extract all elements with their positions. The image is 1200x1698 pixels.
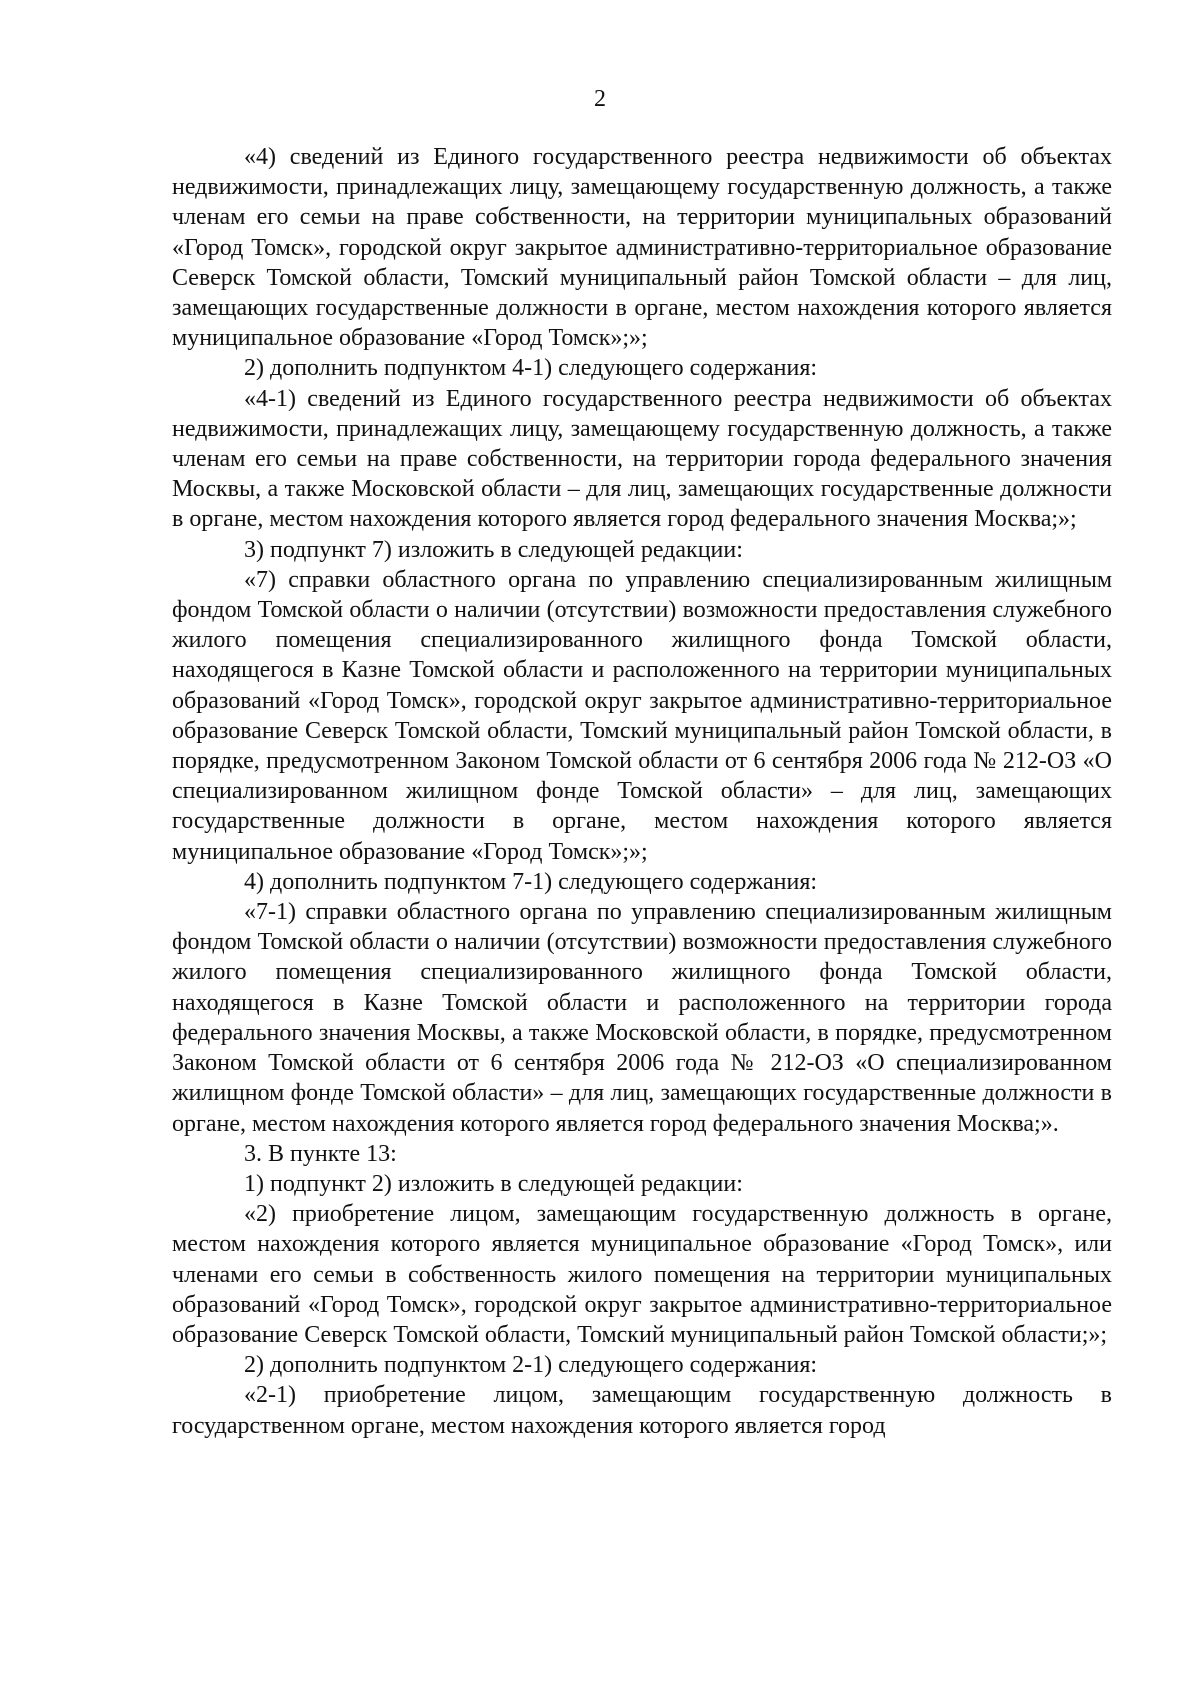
document-body	[172, 142, 1112, 1441]
paragraph-edit-subitem-7: 3) подпункт 7) изложить в следующей редакции:	[244, 536, 743, 563]
paragraph-subitem-4-text: «4) сведений из Единого государственного реестра недвижимости об объектах недвижимости, принадлежащих лицу, замещающему государственную должность, а также членам его семьи на праве собственности, на территории муниципальных образований «Город Томск», городской округ закрытое административно-территориальное образование Северск Томской области, Томский муниципальный район Томской области – для лиц, замещающих государственные должности в органе, местом нахождения которого является муниципальное образование «Город Томск»;»;	[172, 144, 1112, 352]
paragraph-edit-subitem-2: 1) подпункт 2) изложить в следующей редакции:	[244, 1170, 743, 1197]
paragraph-subitem-2-text: «2) приобретение лицом, замещающим государственную должность в органе, местом нахождения которого является муниципальное образование «Город Томск», или членами его семьи в собственность жилого помещения на территории муниципальных образований «Город Томск», городской округ закрытое административно-территориальное образование Северск Томской области, Томский муниципальный район Томской области;»;	[172, 1201, 1112, 1348]
paragraph-subitem-2-1-text: «2-1) приобретение лицом, замещающим государственную должность в государственном органе, местом нахождения которого является город	[172, 1382, 1112, 1439]
paragraph-subitem-4-1-text: «4-1) сведений из Единого государственного реестра недвижимости об объектах недвижимости, принадлежащих лицу, замещающему государственную должность, а также членам его семьи на праве собственности, на территории города федерального значения Москвы, а также Московской области – для лиц, замещающих государственные должности в органе, местом нахождения которого является город федерального значения Москва;»;	[172, 385, 1112, 533]
paragraph-add-subitem-7-1: 4) дополнить подпунктом 7-1) следующего содержания:	[244, 868, 818, 895]
paragraph-add-subitem-4-1: 2) дополнить подпунктом 4-1) следующего содержания:	[244, 355, 818, 382]
paragraph-item-13-heading: 3. В пункте 13:	[244, 1140, 397, 1167]
page-number: 2	[594, 86, 606, 112]
paragraph-subitem-7-1-text: «7-1) справки областного органа по управлению специализированным жилищным фондом Томской области о наличии (отсутствии) возможности предоставления служебного жилого помещения специализированного жилищного фонда Томской области, находящегося в Казне Томской области и расположенного на территории города федерального значения Москвы, а также Московской области, в порядке, предусмотренном Законом Томской области от 6 сентября 2006 года № 212-ОЗ «О специализированном жилищном фонде Томской области» – для лиц, замещающих государственные должности в органе, местом нахождения которого является город федерального значения Москва;».	[172, 899, 1112, 1137]
paragraph-add-subitem-2-1: 2) дополнить подпунктом 2-1) следующего содержания:	[244, 1352, 818, 1379]
paragraph-subitem-7-text: «7) справки областного органа по управлению специализированным жилищным фондом Томской области о наличии (отсутствии) возможности предоставления служебного жилого помещения специализированного жилищного фонда Томской области, находящегося в Казне Томской области и расположенного на территории муниципальных образований «Город Томск», городской округ закрытое административно-территориальное образование Северск Томской области, Томский муниципальный район Томской области, в порядке, предусмотренном Законом Томской области от 6 сентября 2006 года № 212-ОЗ «О специализированном жилищном фонде Томской области» – для лиц, замещающих государственные должности в органе, местом нахождения которого является муниципальное образование «Город Томск»;»;	[172, 566, 1112, 865]
